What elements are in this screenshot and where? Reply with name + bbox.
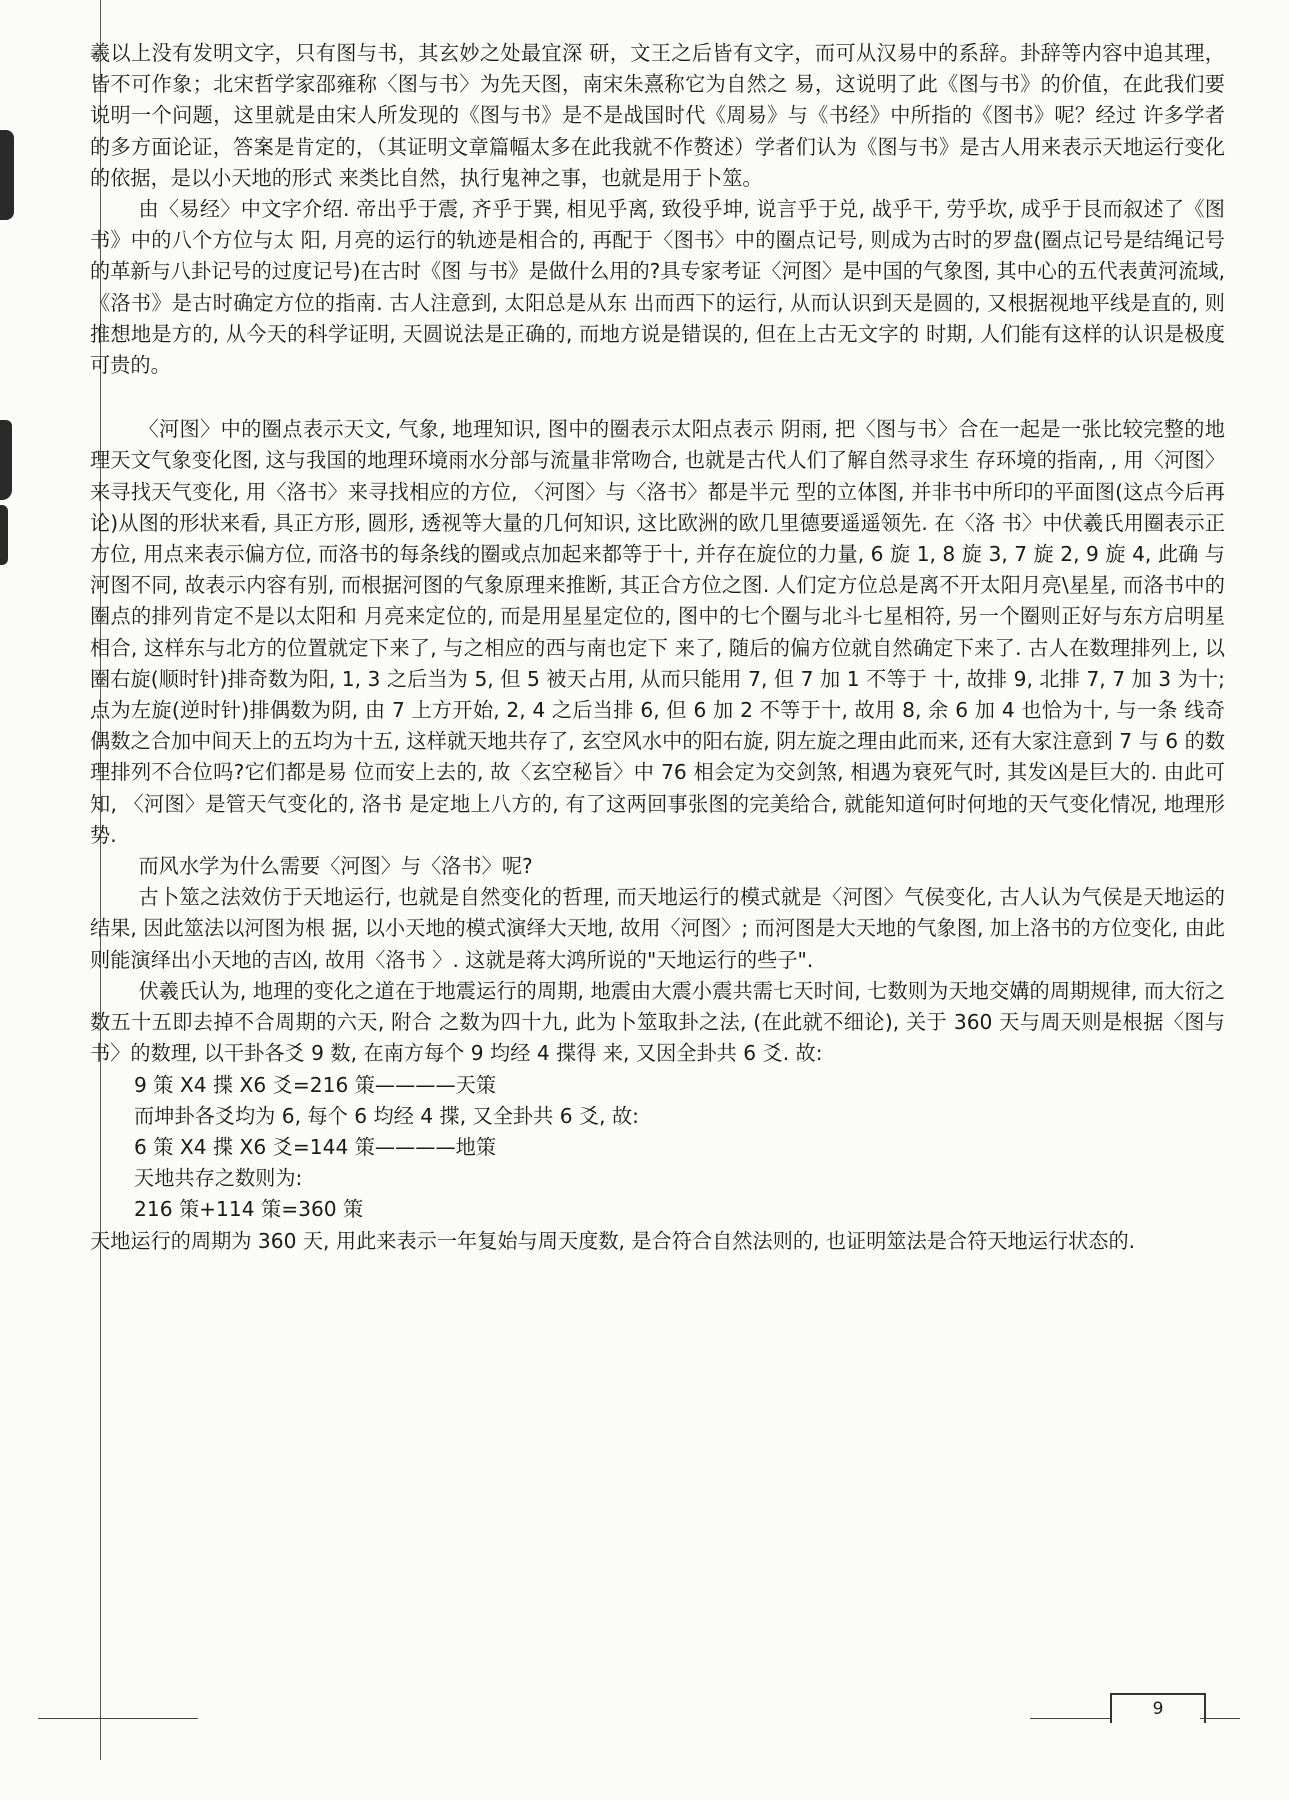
paragraph: 伏羲氏认为, 地理的变化之道在于地震运行的周期, 地震由大震小震共需七天时间, 七数则为天地交媾的周期规律, 而大衍之数五十五即去掉不合周期的六天, 附合 之数为四十九, 此为卜筮取卦之法, (在此就不细论), 关于 360 天与周天则是根据〈图与书〉的数理, 以干卦各爻 9 数, 在南方每个 9 均经 4 揲得 来, 又因全卦共 6 爻. 故: [90,978,1225,1066]
scan-shadow [0,130,14,220]
closing-paragraph: 天地运行的周期为 360 天, 用此来表示一年复始与周天度数, 是合符合自然法则的, 也证明筮法是合符天地运行状态的. [90,1228,1136,1253]
calc-line: 天地共存之数则为: [134,1166,303,1191]
paragraph: 而风水学为什么需要〈河图〉与〈洛书〉呢? [138,854,533,879]
footer-rule [1030,1718,1110,1719]
scan-shadow [0,505,8,565]
calc-line: 9 策 X4 揲 X6 爻=216 策————天策 [134,1072,497,1097]
paragraph: 由〈易经〉中文字介绍. 帝出乎于震, 齐乎于巽, 相见乎离, 致役乎坤, 说言乎于兑, 战乎干, 劳乎坎, 成乎于艮而叙述了《图书》中的八个方位与太 阳, 月亮的运行的轨迹是相合的, 再配于〈图书〉中的圈点记号, 则成为古时的罗盘(圈点记号是结绳记号的革新与八卦记号的过度记号)在古时《图 与书》是做什么用的?具专家考证〈河图〉是中国的气象图, 其中心的五代表黄河流域, 《洛书》是古时确定方位的指南. 古人注意到, 太阳总是从东 出而西下的运行, 从而认识到天是圆的, 又根据视地平线是直的, 则推想地是方的, 从今天的科学证明, 天圆说法是正确的, 而地方说是错误的, 但在上古无文字的 时期, 人们能有这样的认识是极度可贵的。 [90,197,1225,378]
calc-line: 216 策+114 策=360 策 [134,1197,364,1222]
paragraph: 羲以上没有发明文字，只有图与书，其玄妙之处最宜深 研，文王之后皆有文字，而可从汉易中的系辞。卦辞等内容中追其理，皆不可作象；北宋哲学家邵雍称〈图与书〉为先天图，南宋朱熹称它为自然之 易，这说明了此《图与书》的价值，在此我们要说明一个问题，这里就是由宋人所发现的《图与书》是不是战国时代《周易》与《书经》中所指的《图书》呢？经过 许多学者的多方面论证，答案是肯定的，（其证明文章篇幅太多在此我就不作赘述）学者们认为《图与书》是古人用来表示天地运行变化的依据，是以小天地的形式 来类比自然，执行鬼神之事，也就是用于卜筮。 [90,41,1225,190]
paragraph: 〈河图〉中的圈点表示天文, 气象, 地理知识, 图中的圈表示太阳点表示 阴雨, 把〈图与书〉合在一起是一张比较完整的地理天文气象变化图, 这与我国的地理环境雨水分部与流量非常吻合, 也就是古代人们了解自然寻求生 存环境的指南, , 用〈河图〉来寻找天气变化, 用〈洛书〉来寻找相应的方位, 〈河图〉与〈洛书〉都是半元 型的立体图, 并非书中所印的平面图(这点今后再论)从图的形状来看, 具正方形, 圆形, 透视等大量的几何知识, 这比欧洲的欧几里德要遥遥领先. 在〈洛 书〉中伏羲氏用圈表示正方位, 用点来表示偏方位, 而洛书的每条线的圈或点加起来都等于十, 并存在旋位的力量, 6 旋 1, 8 旋 3, 7 旋 2, 9 旋 4, 此确 与河图不同, 故表示内容有别, 而根据河图的气象原理来推断, 其正合方位之图. 人们定方位总是离不开太阳月亮\星星, 而洛书中的圈点的排列肯定不是以太阳和 月亮来定位的, 而是用星星定位的, 图中的七个圈与北斗七星相符, 另一个圈则正好与东方启明星相合, 这样东与北方的位置就定下来了, 与之相应的西与南也定下 来了, 随后的偏方位就自然确定下来了. 古人在数理排列上, 以圈右旋(顺时针)排奇数为阳, 1, 3 之后当为 5, 但 5 被天占用, 从而只能用 7, 但 7 加 1 不等于 十, 故排 9, 北排 7, 7 加 3 为十; 点为左旋(逆时针)排偶数为阴, 由 7 上方开始, 2, 4 之后当排 6, 但 6 加 2 不等于十, 故用 8, 余 6 加 4 也恰为十, 与一条 线奇偶数之合加中间天上的五均为十五, 这样就天地共存了, 玄空风水中的阳右旋, 阴左旋之理由此而来, 还有大家注意到 7 与 6 的数理排列不合位吗?它们都是易 位而安上去的, 故〈玄空秘旨〉中 76 相会定为交剑煞, 相遇为衰死气时, 其发凶是巨大的. 由此可知, 〈河图〉是管天气变化的, 洛书 是定地上八方的, 有了这两回事张图的完美给合, 就能知道何时何地的天气变化情况, 地理形势. [90,417,1225,847]
document-body [90,38,1225,1257]
scan-shadow [0,420,12,500]
paragraph-gap [90,381,1225,414]
paragraph: 古卜筮之法效仿于天地运行, 也就是自然变化的哲理, 而天地运行的模式就是〈河图〉气侯变化, 古人认为气侯是天地运的结果, 因此筮法以河图为根 据, 以小天地的模式演绎大天地, 故用〈河图〉; 而河图是大天地的气象图, 加上洛书的方位变化, 由此则能演绎出小天地的吉凶, 故用〈洛书 〉. 这就是蒋大鸿所说的"天地运行的些子". [90,885,1225,972]
footer-rule [38,1718,198,1719]
calc-line: 6 策 X4 揲 X6 爻=144 策————地策 [134,1134,497,1159]
footer-rule [1200,1718,1240,1719]
page-number: 9 [1110,1693,1206,1723]
calc-line: 而坤卦各爻均为 6, 每个 6 均经 4 揲, 又全卦共 6 爻, 故: [134,1103,639,1128]
